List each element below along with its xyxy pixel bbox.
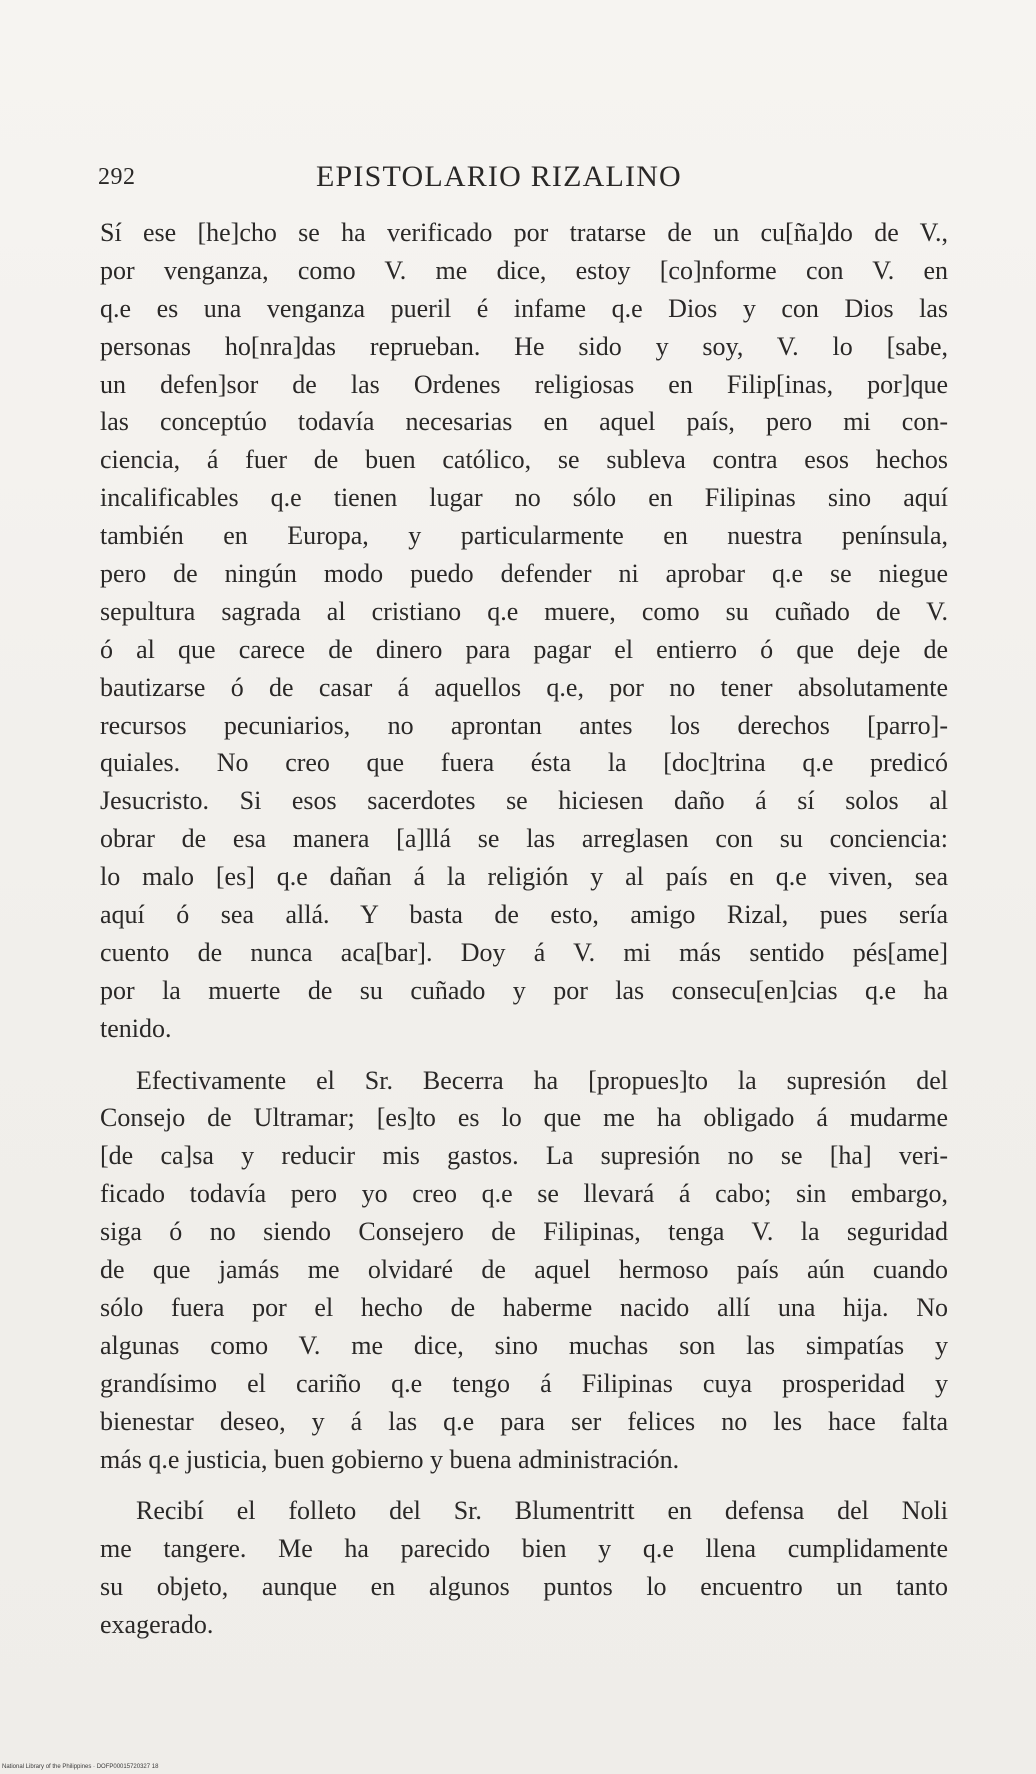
text-line: recursos pecuniarios, no aprontan antes los derechos [parro]- [100,710,948,740]
text-line: tenido. [100,1013,172,1043]
text-line: cuento de nunca aca[bar]. Doy á V. mi más sentido pés[ame] [100,937,948,967]
text-line: sólo fuera por el hecho de haberme nacido allí una hija. No [100,1292,948,1322]
running-title: EPISTOLARIO RIZALINO [316,160,682,193]
text-line: quiales. No creo que fuera ésta la [doc]trina q.e predicó [100,748,948,778]
text-line: lo malo [es] q.e dañan á la religión y al país en q.e viven, sea [100,862,948,892]
text-line: también en Europa, y particularmente en nuestra península, [100,521,948,551]
text-line: Efectivamente el Sr. Becerra ha [propues]to la supresión del [136,1065,948,1095]
text-line: aquí ó sea allá. Y basta de esto, amigo Rizal, pues sería [100,900,948,930]
text-line: Sí ese [he]cho se ha verificado por tratarse de un cu[ña]do de V., [100,218,948,247]
text-line: grandísimo el cariño q.e tengo á Filipinas cuya prosperidad y [100,1368,948,1398]
text-line: incalificables q.e tienen lugar no sólo en Filipinas sino aquí [100,483,948,513]
text-line: q.e es una venganza pueril é infame q.e Dios y con Dios las [100,293,948,323]
scan-footer-credit: National Library of the Philippines · DOFP00015720327 18 [2,1764,159,1770]
text-line: algunas como V. me dice, sino muchas son las simpatías y [100,1330,948,1360]
letter-body [100,214,948,1644]
paragraph-2 [100,1062,948,1479]
page-number: 292 [98,164,136,190]
paragraph-1 [100,214,948,1048]
paragraph-spacer [100,1478,948,1492]
text-line: Consejo de Ultramar; [es]to es lo que me ha obligado á mudarme [100,1103,948,1133]
text-line: Jesucristo. Si esos sacerdotes se hiciesen daño á sí solos al [100,786,948,816]
text-line: un defen]sor de las Ordenes religiosas en Filip[inas, por]que [100,369,948,399]
text-line: obrar de esa manera [a]llá se las arreglasen con su conciencia: [100,824,948,854]
text-line: ficado todavía pero yo creo q.e se llevará á cabo; sin embargo, [100,1179,948,1209]
text-line: por venganza, como V. me dice, estoy [co]nforme con V. en [100,255,948,285]
text-line: ó al que carece de dinero para pagar el entierro ó que deje de [100,634,948,664]
text-line: [de ca]sa y reducir mis gastos. La supresión no se [ha] veri- [100,1141,948,1171]
text-line: sepultura sagrada al cristiano q.e muere, como su cuñado de V. [100,596,948,626]
text-line: ciencia, á fuer de buen católico, se subleva contra esos hechos [100,445,948,475]
text-line: más q.e justicia, buen gobierno y buena administración. [100,1444,680,1474]
text-line: siga ó no siendo Consejero de Filipinas, tenga V. la seguridad [100,1217,948,1247]
page-header [98,160,948,200]
text-line: personas ho[nra]das reprueban. He sido y soy, V. lo [sabe, [100,331,948,361]
text-line: pero de ningún modo puedo defender ni aprobar q.e se niegue [100,559,948,589]
paragraph-3 [100,1492,948,1644]
text-line: su objeto, aunque en algunos puntos lo encuentro un tanto [100,1572,948,1602]
text-line: bienestar deseo, y á las q.e para ser felices no les hace falta [100,1406,948,1436]
text-line: de que jamás me olvidaré de aquel hermoso país aún cuando [100,1255,948,1285]
text-line: las conceptúo todavía necesarias en aquel país, pero mi con- [100,407,948,437]
text-line: me tangere. Me ha parecido bien y q.e llena cumplidamente [100,1534,948,1564]
text-line: exagerado. [100,1610,214,1640]
text-line: por la muerte de su cuñado y por las consecu[en]cias q.e ha [100,975,948,1005]
text-line: Recibí el folleto del Sr. Blumentritt en defensa del Noli [136,1496,948,1526]
text-line: bautizarse ó de casar á aquellos q.e, por no tener absolutamente [100,672,948,702]
paragraph-spacer [100,1048,948,1062]
